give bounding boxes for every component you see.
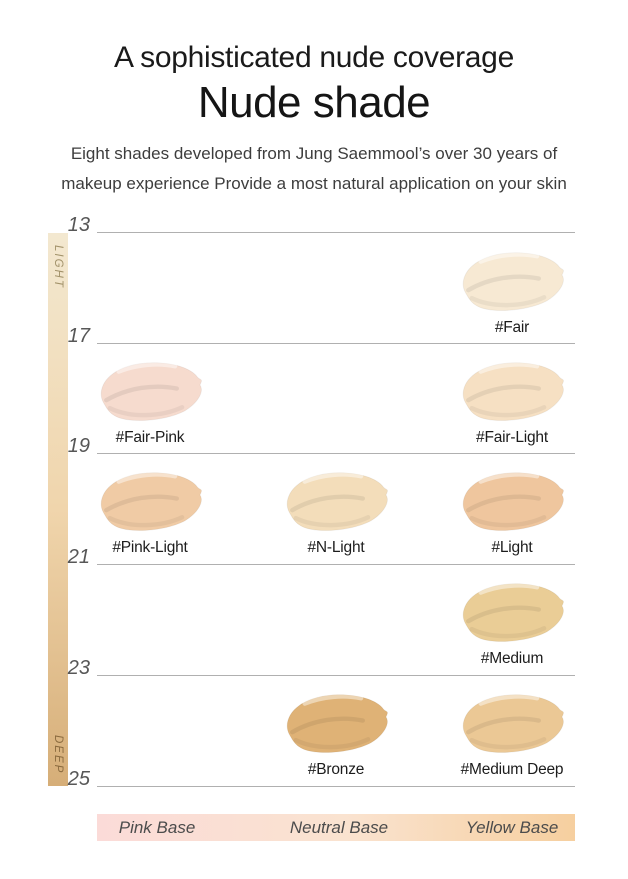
y-tick-19: 19 — [67, 435, 90, 457]
gridline-19 — [97, 453, 575, 454]
foundation-smear-icon — [454, 468, 570, 538]
gridline-21 — [97, 564, 575, 565]
foundation-smear-icon — [454, 358, 570, 428]
shade-swatch-fair — [427, 248, 597, 337]
description-line-1: Eight shades developed from Jung Saemmool’s over 30 years of — [70, 144, 558, 163]
depth-label-deep: DEEP — [52, 734, 64, 774]
depth-label-light: LIGHT — [52, 245, 64, 289]
shade-label: #Pink-Light — [112, 539, 188, 556]
page-title: Nude shade — [197, 78, 431, 127]
foundation-smear-icon — [92, 468, 208, 538]
y-tick-21: 21 — [67, 546, 90, 568]
shade-label: #Fair — [494, 319, 530, 336]
shade-label: #Medium — [480, 650, 544, 667]
shade-swatch-fair-pink — [65, 358, 235, 447]
foundation-smear-icon — [278, 468, 394, 538]
base-gradient-bar — [97, 814, 575, 841]
base-label-yellow: Yellow Base — [465, 817, 559, 837]
gridline-17 — [97, 343, 575, 344]
gridline-23 — [97, 675, 575, 676]
tagline: A sophisticated nude coverage — [114, 41, 514, 74]
shade-swatch-fair-light — [427, 358, 597, 447]
y-tick-17: 17 — [67, 325, 90, 347]
base-label-pink: Pink Base — [118, 817, 196, 837]
description-line-2: makeup experience Provide a most natural application on your skin — [61, 174, 567, 193]
foundation-smear-icon — [454, 248, 570, 318]
shade-swatch-medium — [427, 579, 597, 668]
shade-swatch-bronze — [251, 690, 421, 779]
gridline-13 — [97, 232, 575, 233]
foundation-smear-icon — [92, 358, 208, 428]
y-tick-25: 25 — [67, 768, 90, 790]
y-tick-13: 13 — [67, 214, 90, 236]
foundation-smear-icon — [454, 690, 570, 760]
shade-label: #Bronze — [307, 761, 365, 778]
shade-label: #Light — [491, 539, 533, 556]
shade-swatch-pink-light — [65, 468, 235, 557]
shade-swatch-medium-deep — [427, 690, 597, 779]
shade-label: #Fair-Pink — [115, 429, 185, 446]
shade-swatch-n-light — [251, 468, 421, 557]
foundation-smear-icon — [454, 579, 570, 649]
shade-swatch-light — [427, 468, 597, 557]
base-label-neutral: Neutral Base — [289, 817, 389, 837]
shade-label: #Fair-Light — [476, 429, 548, 446]
gridline-25 — [97, 786, 575, 787]
shade-label: #Medium Deep — [460, 761, 564, 778]
foundation-smear-icon — [278, 690, 394, 760]
y-tick-23: 23 — [67, 657, 90, 679]
shade-label: #N-Light — [307, 539, 365, 556]
description — [0, 139, 628, 199]
